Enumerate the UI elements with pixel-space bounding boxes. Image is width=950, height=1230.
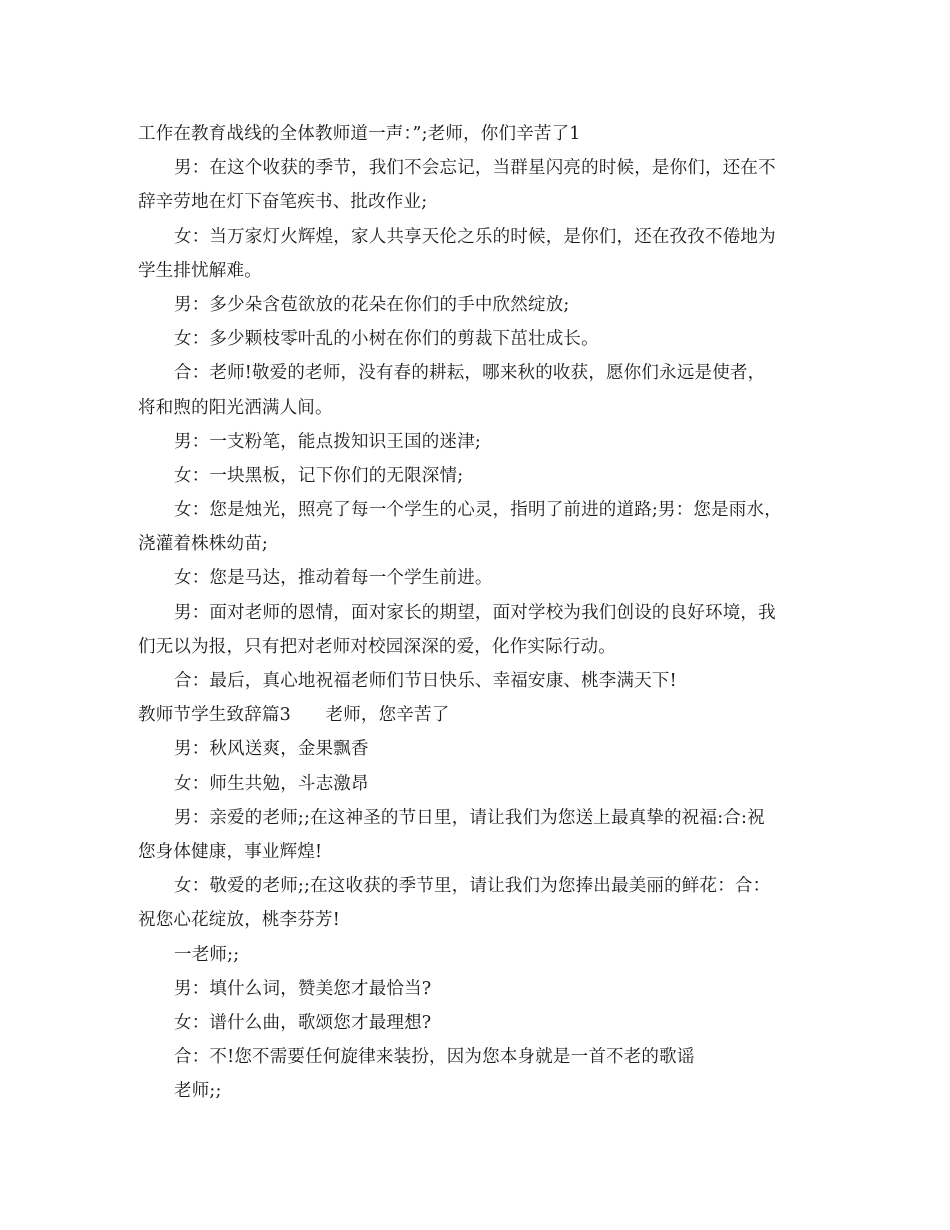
text-line: 女：敬爱的老师;;在这收获的季节里，请让我们为您捧出最美丽的鲜花：合： <box>174 876 771 897</box>
text-line: 女：您是马达，推动着每一个学生前进。 <box>174 568 493 589</box>
text-line: 女：您是烛光，照亮了每一个学生的心灵，指明了前进的道路;男：您是雨水， <box>174 500 782 521</box>
text-line: 合：最后，真心地祝福老师们节日快乐、幸福安康、桃李满天下! <box>174 671 677 691</box>
text-line: 男：一支粉笔，能点拨知识王国的迷津; <box>174 431 481 452</box>
text-line: 合：老师!敬爱的老师，没有春的耕耘，哪来秋的收获，愿你们永远是使者， <box>174 363 766 384</box>
text-line: 男：多少朵含苞欲放的花朵在你们的手中欣然绽放; <box>174 294 570 315</box>
document-body <box>138 117 828 1108</box>
text-line: 辞辛劳地在灯下奋笔疾书、批改作业; <box>138 192 428 213</box>
text-line: 浇灌着株株幼苗; <box>138 534 268 555</box>
text-line: 男：亲爱的老师;;在这神圣的节日里，请让我们为您送上最真挚的祝福:合:祝 <box>174 807 765 828</box>
text-line: 女：当万家灯火辉煌，家人共享天伦之乐的时候，是你们，还在孜孜不倦地为 <box>174 226 776 247</box>
text-line: 女：多少颗枝零叶乱的小树在你们的剪裁下茁壮成长。 <box>174 329 599 350</box>
text-line: 男：在这个收获的季节，我们不会忘记，当群星闪亮的时候，是你们，还在不 <box>174 158 776 179</box>
text-line: 女：一块黑板，记下你们的无限深情; <box>174 465 464 486</box>
text-line: 男：秋风送爽，金果飘香 <box>174 739 369 760</box>
text-line: 祝您心花绽放，桃李芬芳! <box>138 910 340 931</box>
text-line: 男：填什么词，赞美您才最恰当? <box>174 978 432 999</box>
text-line: 男：面对老师的恩情，面对家长的期望，面对学校为我们创设的良好环境，我 <box>174 602 776 623</box>
text-line: 您身体健康，事业辉煌! <box>138 841 323 862</box>
text-line: 女：谱什么曲，歌颂您才最理想? <box>174 1012 432 1033</box>
text-line: 将和煦的阳光洒满人间。 <box>138 397 333 418</box>
text-line: 们无以为报，只有把对老师对校园深深的爱，化作实际行动。 <box>138 636 616 657</box>
text-line: 合：不!您不需要任何旋律来装扮，因为您本身就是一首不老的歌谣 <box>174 1047 695 1068</box>
text-line: 工作在教育战线的全体教师道一声：”;老师，你们辛苦了1 <box>138 124 581 144</box>
text-line: 学生排忧解难。 <box>138 260 262 281</box>
section-heading: 教师节学生致辞篇3 老师，您辛苦了 <box>138 705 450 726</box>
text-line: 老师;; <box>174 1081 222 1102</box>
text-line: 女：师生共勉，斗志激昂 <box>174 773 369 794</box>
text-line: 一老师;; <box>174 944 240 965</box>
